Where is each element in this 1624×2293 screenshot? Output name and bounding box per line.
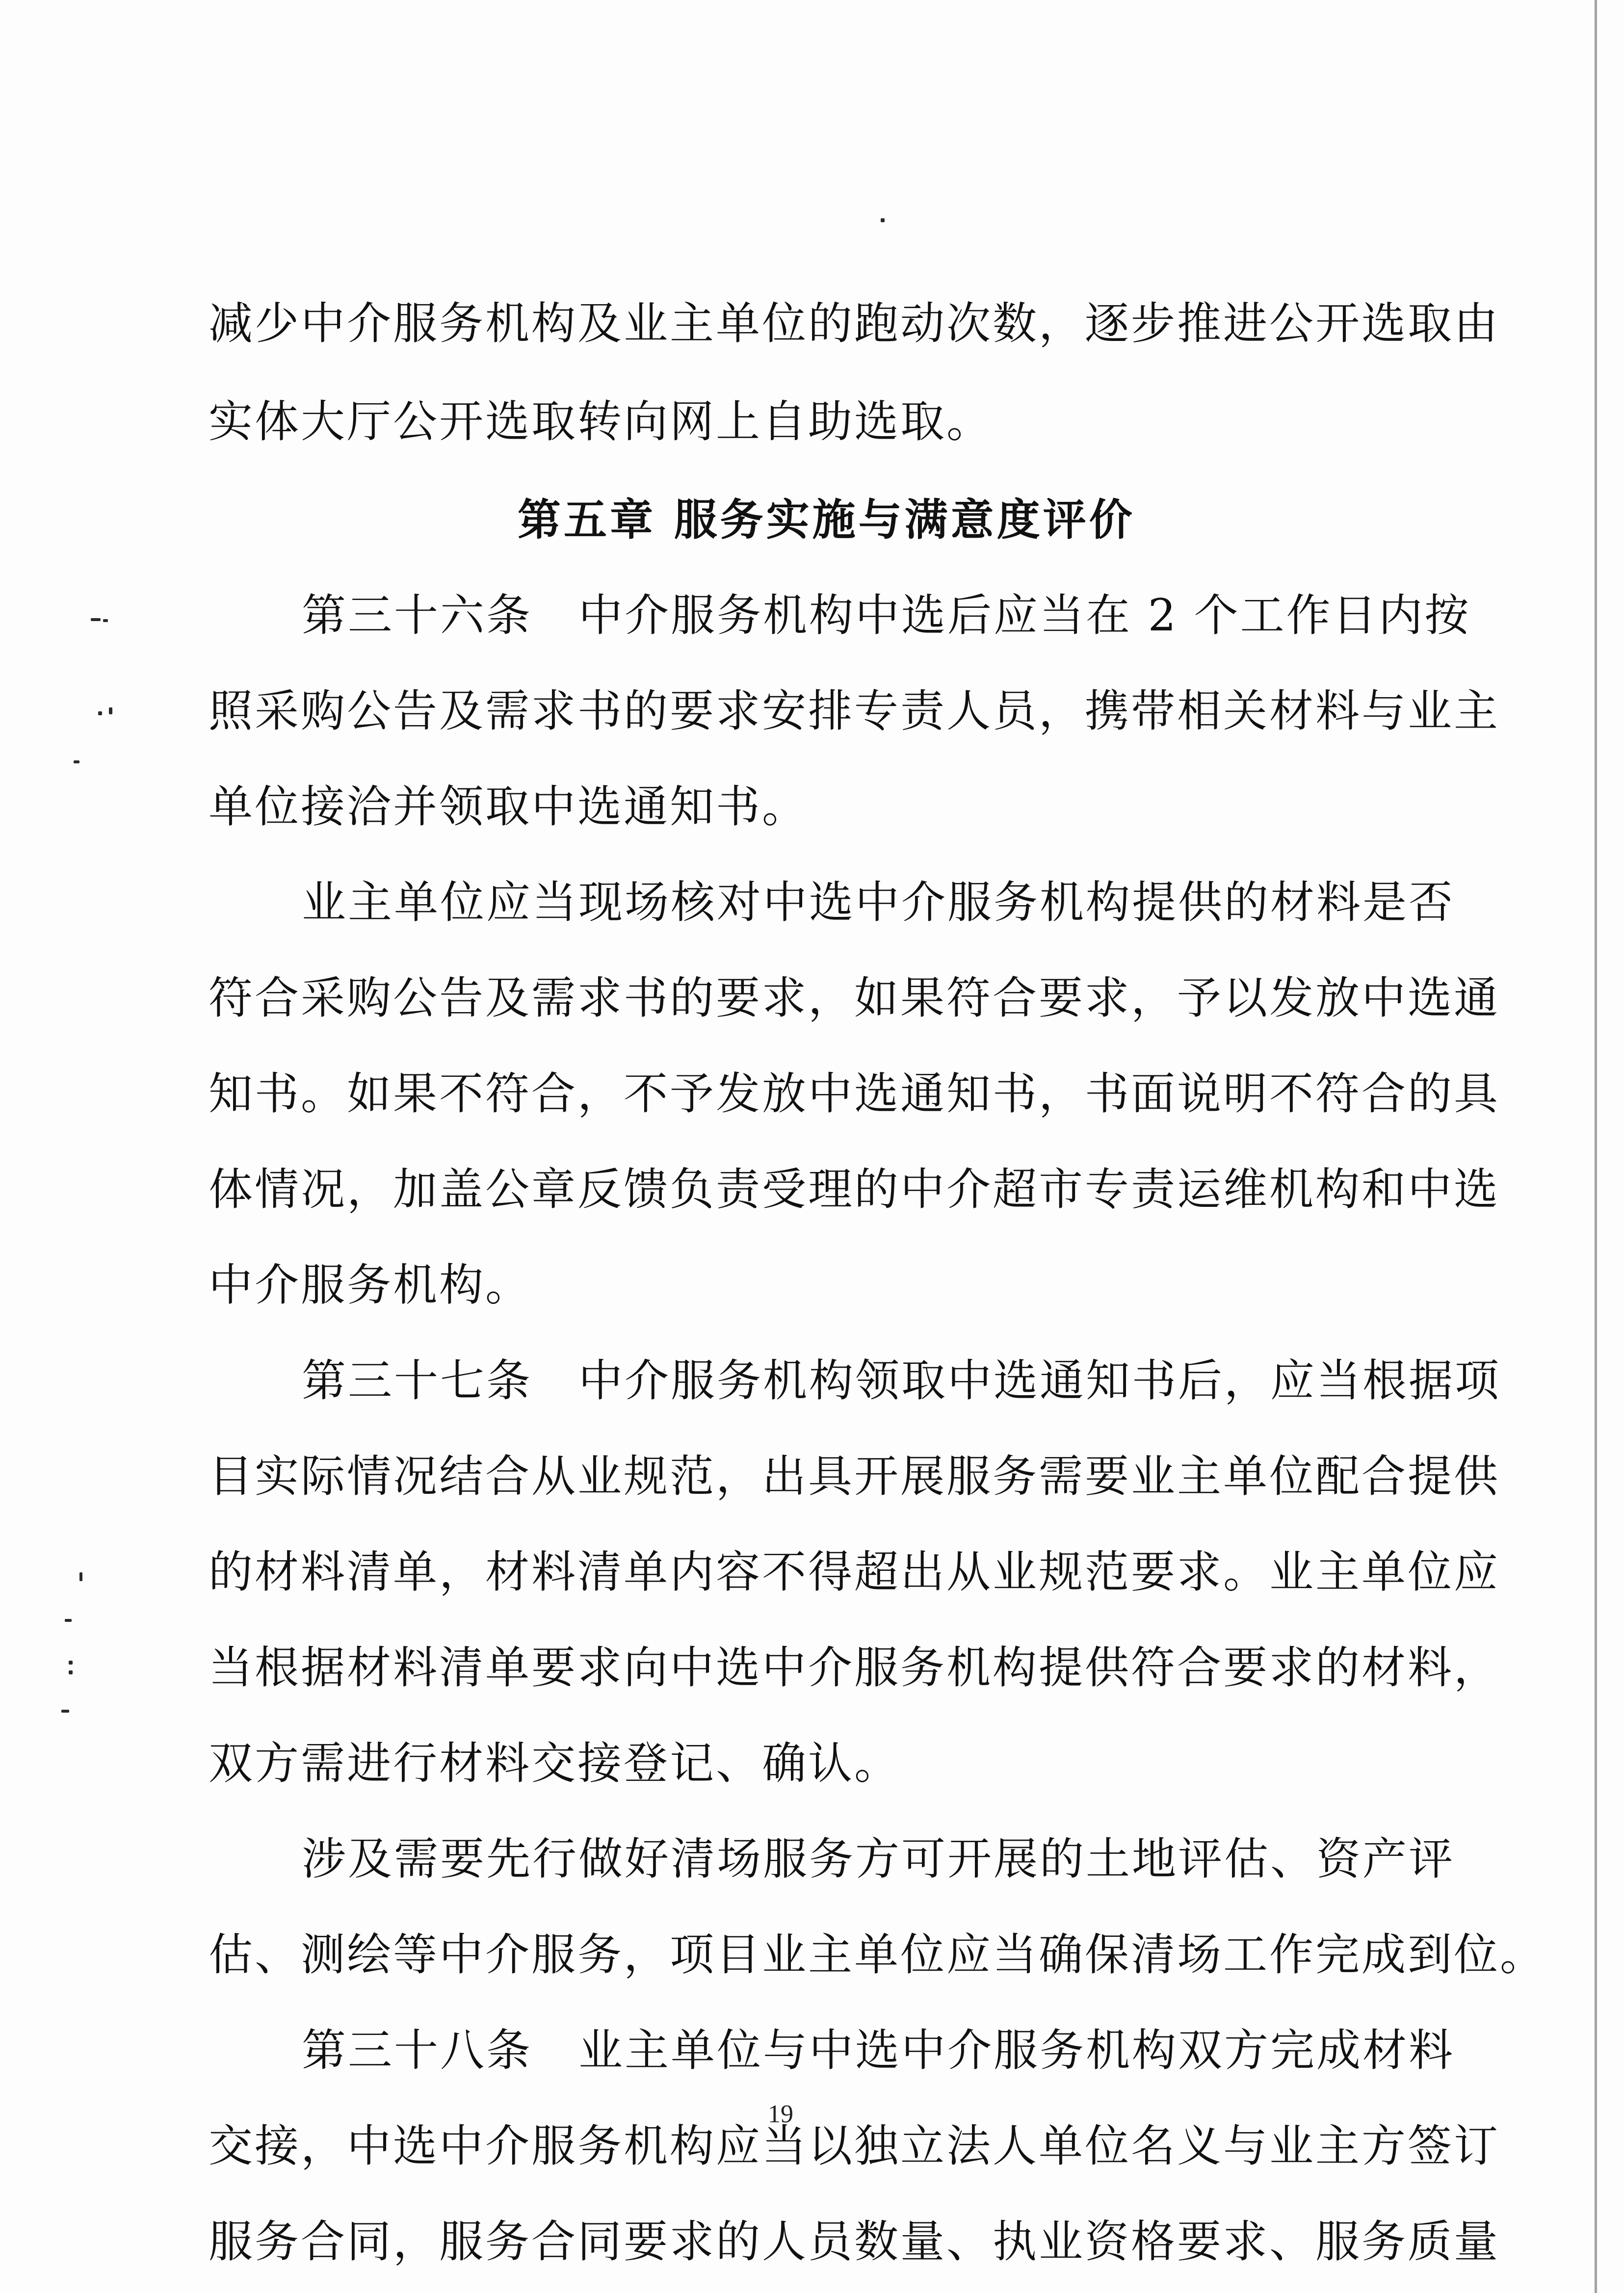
text-line: 符合采购公告及需求书的要求，如果符合要求，予以发放中选通 [209, 972, 1500, 1024]
text-line: 照采购公告及需求书的要求安排专责人员，携带相关材料与业主 [209, 685, 1500, 737]
text-line: 涉及需要先行做好清场服务方可开展的土地评估、资产评 [302, 1833, 1455, 1885]
text-line: 服务合同，服务合同要求的人员数量、执业资格要求、服务质量 [209, 2216, 1500, 2267]
text-line: 的材料清单，材料清单内容不得超出从业规范要求。业主单位应 [209, 1546, 1500, 1598]
text-line: 业主单位应当现场核对中选中介服务机构提供的材料是否 [302, 877, 1455, 928]
text-line: 第三十七条 中介服务机构领取中选通知书后，应当根据项 [302, 1355, 1501, 1407]
text-line: 知书。如果不符合，不予发放中选通知书，书面说明不符合的具 [209, 1068, 1500, 1120]
text-line: 减少中介服务机构及业主单位的跑动次数，逐步推进公开选取由 [209, 298, 1500, 349]
scan-speck [69, 1661, 73, 1665]
scan-speck [91, 618, 101, 621]
scan-speck [61, 1710, 69, 1713]
scan-speck [69, 1670, 73, 1674]
scan-speck [881, 218, 885, 222]
scan-margin-line [1595, 0, 1597, 2293]
scan-speck [74, 760, 79, 763]
text-line: 第三十六条 中介服务机构中选后应当在 2 个工作日内按 [302, 590, 1471, 641]
chapter-heading: 第五章 服务实施与满意度评价 [518, 495, 1135, 545]
text-line: 体情况，加盖公章反馈负责受理的中介超市专责运维机构和中选 [209, 1164, 1500, 1215]
page-number: 19 [768, 2100, 793, 2128]
scan-speck [79, 1572, 82, 1581]
scan-speck [65, 1619, 72, 1622]
scan-speck [98, 711, 102, 715]
text-line: 估、测绘等中介服务，项目业主单位应当确保清场工作完成到位。 [209, 1929, 1546, 1980]
text-line: 当根据材料清单要求向中选中介服务机构提供符合要求的材料， [209, 1642, 1500, 1694]
text-line: 实体大厅公开选取转向网上自助选取。 [209, 396, 993, 447]
text-line: 交接，中选中介服务机构应当以独立法人单位名义与业主方签订 [209, 2120, 1500, 2172]
text-line: 双方需进行材料交接登记、确认。 [209, 1738, 900, 1789]
text-line: 目实际情况结合从业规范，出具开展服务需要业主单位配合提供 [209, 1451, 1500, 1502]
scan-speck [109, 707, 112, 714]
text-line: 第三十八条 业主单位与中选中介服务机构双方完成材料 [302, 2025, 1455, 2076]
text-line: 中介服务机构。 [209, 1259, 531, 1311]
scan-speck [103, 619, 108, 622]
text-line: 单位接洽并领取中选通知书。 [209, 781, 808, 833]
